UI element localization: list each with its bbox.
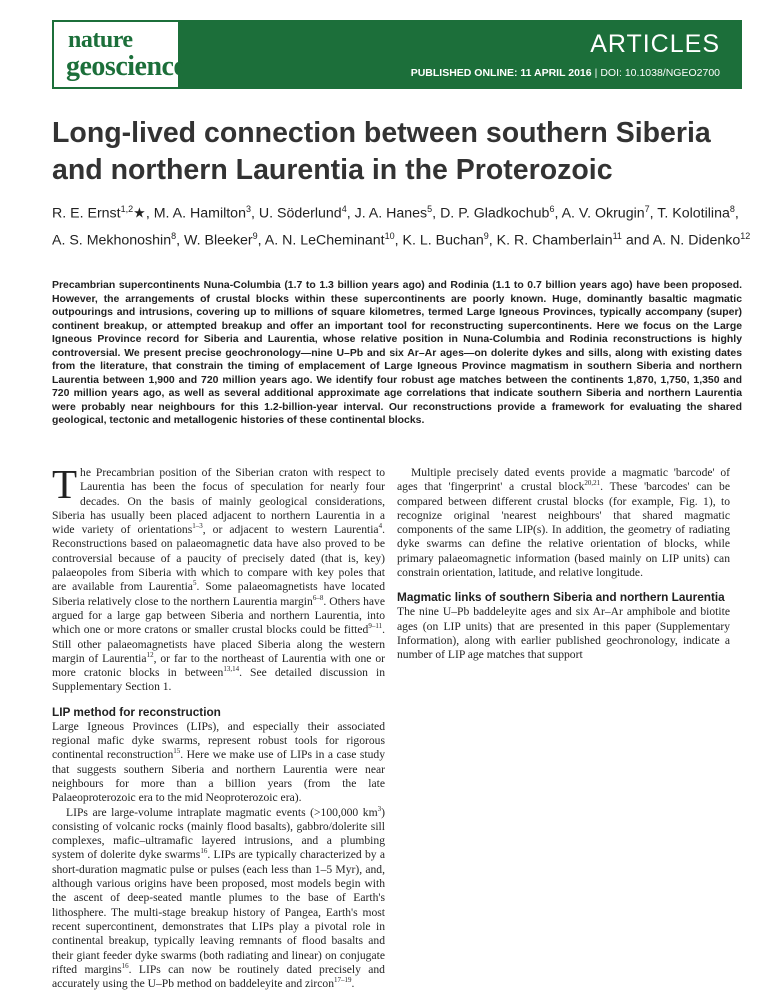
text-run: he Precambrian position of the Siberian craton with respect to Laurentia has been the focus of speculation for nearly four decades. On the basis of mainly geological considerations, Siberia has usually been placed adjacent to northern Laurentia in a wide variety of orientations	[52, 466, 385, 537]
author-name: R. E. Ernst	[52, 205, 121, 222]
author-separator: ,	[176, 232, 184, 249]
text-run: . Reconstructions based on palaeomagnetic data have also proved to be controversial because of a paucity of precisely dated (that is, key) palaeopoles from Siberia with which to compare with key poles that are available from Laurentia	[52, 523, 385, 594]
citation-ref: 13,14	[223, 665, 240, 674]
section-heading-magmatic-links: Magmatic links of southern Siberia and northern Laurentia	[397, 590, 725, 605]
author-separator: and	[621, 232, 653, 249]
paragraph-barcode	[397, 466, 730, 580]
author-affiliation: 1,2	[120, 204, 134, 214]
text-run: . See detailed discussion in Supplementary Section 1.	[52, 666, 385, 694]
citation-ref: 4	[378, 522, 383, 531]
author-separator: ,	[250, 205, 259, 222]
citation-ref: 5	[192, 579, 197, 588]
journal-logo	[52, 20, 186, 89]
text-run: Large Igneous Provinces (LIPs), and especially their associated regional mafic dyke swarms, represent robust tools for rigorous continental reconstruction	[52, 719, 385, 762]
text-run: . LIPs are typically characterized by a short-duration magmatic pulse or pulses (each less than 1–5 Myr), and, although various origins have been proposed, most models begin with the ascent of deep-seated mantle plumes to the base of Earth's lithosphere. The multi-stage breakup history of Pangea, Earth's most recent supercontinent, demonstrates that LIPs play a pivotal role in continental breakup, typically leaving remnants of flood basalts and their giant feeder dyke swarms (both radiating and linear) on conjugate rifted margins	[52, 848, 385, 976]
section-label: ARTICLES	[590, 30, 720, 58]
text-run: . Some palaeomagnetists have located Siberia relatively close to the northern Laurentia margin	[52, 580, 385, 608]
text-run: , or far to the northeast of Laurentia with one or more cratonic blocks in between	[52, 651, 385, 680]
author-separator: ,	[432, 205, 441, 222]
author-affiliation: 8	[729, 204, 735, 214]
author-name: K. R. Chamberlain	[496, 232, 613, 249]
author-separator: ,	[394, 232, 403, 249]
author-affiliation: 10	[384, 230, 395, 241]
author-name: D. P. Gladkochub	[440, 205, 550, 222]
citation-ref: 9–11	[368, 622, 383, 631]
author-affiliation: 3	[245, 204, 251, 214]
author-affiliation: 8	[171, 230, 177, 241]
author-name: T. Kolotilina	[657, 205, 730, 222]
logo-line-1: nature	[68, 27, 133, 53]
citation-ref: 16	[200, 847, 208, 856]
abstract: Precambrian supercontinents Nuna-Columbia (1.7 to 1.3 billion years ago) and Rodinia (1.1 to 0.7 billion years ago) have been proposed. However, the arrangements of crustal blocks within these supercontinents are poorly known. Huge, dominantly basaltic magmatic outpourings and intrusions, covering up to millions of square kilometres, termed Large Igneous Provinces, typically accompany (super) continent breakup, or attempted breakup and offer an important tool for reconstructing supercontinents. Here we focus on the Large Igneous Province record for Siberia and Laurentia, whose relative position in Nuna-Columbia and Rodinia reconstructions is highly controversial. We present precise geochronology—nine U–Pb and six Ar–Ar ages—on dolerite dykes and sills, along with existing dates from the literature, that constrain the timing of emplacement of Large Igneous Province magmatism in southern Siberia and northern Laurentia between 1,900 and 720 million years ago. We identify four robust age matches between the continents 1,870, 1,750, 1,350 and 720 million years ago, as well as several additional approximate age correlations that indicate southern Siberia and northern Laurentia were probably near neighbours for this 1.2-billion-year interval. Our reconstructions provide a framework for evaluating the shared geological, tectonic and metallogenic histories of these continental blocks.	[52, 280, 742, 426]
author-affiliation: 11	[612, 230, 622, 241]
citation-ref: 15	[173, 747, 181, 756]
article-title: Long-lived connection between southern Siberia and northern Laurentia in the Proterozoic	[52, 117, 711, 186]
paragraph-lips-definition	[52, 806, 385, 991]
logo-line-2: geoscience	[66, 51, 186, 82]
citation-ref: 17–19	[334, 976, 352, 985]
author-separator: ,	[346, 205, 355, 222]
author-separator: ,	[488, 232, 497, 249]
author-name: U. Söderlund	[258, 205, 342, 222]
text-run: . These 'barcodes' can be compared between different crustal blocks (for example, Fig. 1), to recognize original 'nearest neighbours' that shared magmatic components of the same LIP(s). In addition, the geometry of radiating dyke swarms can define the relative orientation of blocks, while primary palaeomagnetic information (based mainly on LIP units) can constrain orientation, latitude, and relative longitude.	[397, 480, 730, 580]
author-name: A. N. LeCheminant	[264, 232, 385, 249]
text-run: . Others have argued for a large gap between Siberia and northern Laurentia, into which one or more cratons or smaller crustal blocks could be fitted	[52, 594, 385, 637]
text-run: . LIPs can now be routinely dated precisely and accurately using the U–Pb method on baddeleyite and zircon	[52, 962, 385, 991]
drop-cap: T	[52, 461, 78, 507]
author-name: A. N. Didenko	[652, 232, 741, 249]
publication-info	[411, 67, 720, 79]
text-run: LIPs are large-volume intraplate magmatic events (>100,000 km	[66, 805, 378, 819]
author-affiliation: 5	[427, 204, 433, 214]
author-separator: ,	[649, 205, 658, 222]
author-affiliation: 9	[252, 230, 258, 241]
text-run: ) consisting of volcanic rocks (mainly flood basalts), gabbro/dolerite sill complexes, mafic–ultramafic layered intrusions, and a plumbing system of dolerite dyke swarms	[52, 805, 385, 862]
published-date: PUBLISHED ONLINE: 11 APRIL 2016	[410, 67, 592, 79]
author-affiliation: 12	[740, 230, 751, 241]
author-name: W. Bleeker	[184, 232, 253, 249]
body-column-left	[52, 461, 385, 991]
info-separator: |	[594, 67, 598, 79]
author-name: A. S. Mekhonoshin	[52, 232, 172, 249]
citation-ref: 16	[121, 961, 129, 970]
paragraph-lip-method	[52, 720, 385, 806]
text-run: .	[351, 977, 355, 991]
author-affiliation: 4	[341, 204, 347, 214]
author-affiliation: 6	[549, 204, 555, 214]
text-run: . Here we make use of LIPs in a case study that suggests southern Siberia and northern Laurentia were near neighbours for more than a billion years (from the late Palaeoproterozoic era to the mid Neoproterozoic era).	[52, 748, 385, 805]
author-separator: ,	[554, 205, 562, 222]
author-name: K. L. Buchan	[402, 232, 484, 249]
citation-ref: 3	[377, 804, 382, 813]
paragraph-magmatic-links	[397, 605, 730, 662]
author-name: M. A. Hamilton	[153, 205, 246, 222]
body-column-right	[397, 466, 730, 663]
text-run: , or adjacent to western Laurentia	[202, 523, 379, 537]
citation-ref: 20,21	[584, 479, 601, 488]
journal-header	[52, 20, 742, 89]
citation-ref: 6–8	[312, 593, 324, 602]
text-run: Multiple precisely dated events provide a magmatic 'barcode' of ages that 'fingerprint' a crustal block	[397, 466, 730, 494]
author-name: J. A. Hanes	[354, 205, 428, 222]
author-affiliation: 9	[483, 230, 489, 241]
author-list	[52, 198, 752, 251]
author-name: A. V. Okrugin	[561, 205, 645, 222]
text-run: . Still other palaeomagnetists have placed Siberia along the western margin of Laurentia	[52, 623, 385, 665]
author-separator: ★,	[133, 205, 154, 222]
paragraph-intro	[52, 461, 385, 695]
citation-ref: 12	[146, 651, 154, 659]
author-separator: ,	[734, 205, 739, 222]
doi: DOI: 10.1038/NGEO2700	[600, 67, 720, 79]
author-affiliation: 7	[644, 204, 650, 214]
author-separator: ,	[257, 232, 265, 249]
text-run: The nine U–Pb baddeleyite ages and six Ar–Ar amphibole and biotite ages (on LIP units) that are presented in this paper (Supplementary Information), along with earlier published geochronology, indicate a number of LIP age matches that support	[397, 605, 730, 662]
citation-ref: 1–3	[192, 522, 203, 531]
section-heading-lip-method: LIP method for reconstruction	[52, 704, 221, 719]
